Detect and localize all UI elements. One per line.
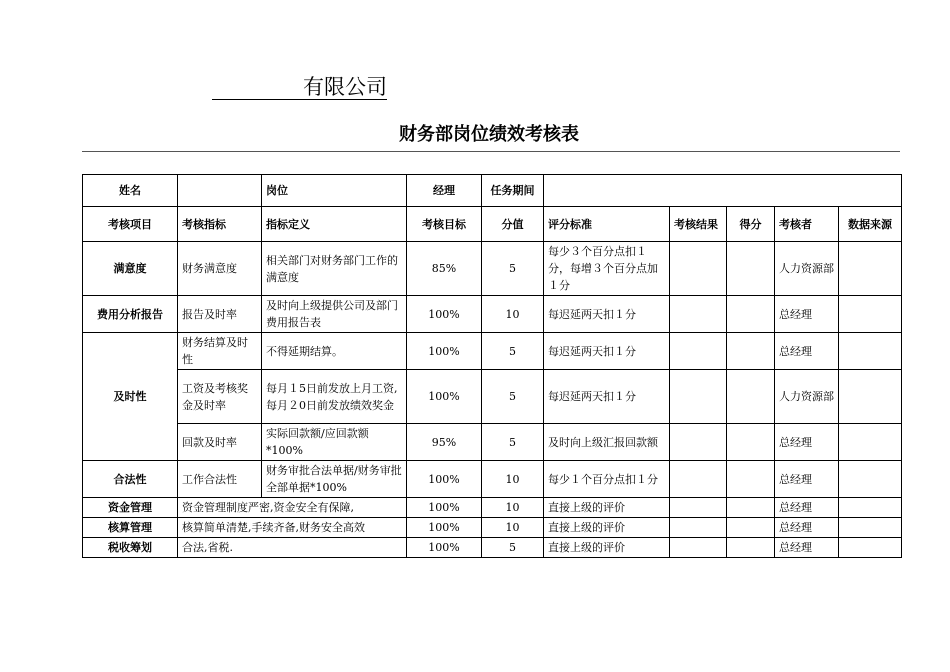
row-result[interactable] [670, 333, 727, 370]
col-header-assessor: 考核者 [775, 207, 839, 242]
row-result[interactable] [670, 518, 727, 538]
row-points[interactable] [727, 461, 775, 498]
row-points[interactable] [727, 370, 775, 424]
row-criteria: 直接上级的评价 [544, 498, 670, 518]
row-indicator: 财务满意度 [178, 242, 262, 296]
col-header-item: 考核项目 [83, 207, 178, 242]
header-row [83, 207, 902, 242]
table-row [83, 296, 902, 333]
row-assessor: 人力资源部 [775, 242, 839, 296]
row-assessor: 总经理 [775, 518, 839, 538]
title-divider [82, 151, 900, 152]
row-definition: 每月１5日前发放上月工资,每月２0日前发放绩效奖金 [262, 370, 407, 424]
table-row [83, 461, 902, 498]
row-assessor: 总经理 [775, 461, 839, 498]
row-target: 100% [407, 518, 482, 538]
col-header-target: 考核目标 [407, 207, 482, 242]
row-assessor: 总经理 [775, 296, 839, 333]
row-indicator: 财务结算及时性 [178, 333, 262, 370]
row-definition: 实际回款额/应回款额*100% [262, 424, 407, 461]
row-item: 满意度 [83, 242, 178, 296]
row-indicator: 核算简单清楚,手续齐备,财务安全高效 [178, 518, 407, 538]
row-assessor: 总经理 [775, 538, 839, 558]
row-criteria: 每迟延两天扣１分 [544, 370, 670, 424]
row-indicator: 回款及时率 [178, 424, 262, 461]
col-header-definition: 指标定义 [262, 207, 407, 242]
table-row [83, 242, 902, 296]
col-header-criteria: 评分标准 [544, 207, 670, 242]
assessment-table [82, 174, 902, 558]
row-indicator: 合法,省税. [178, 538, 407, 558]
row-target: 85% [407, 242, 482, 296]
table-row [83, 333, 902, 370]
row-indicator: 资金管理制度严密,资金安全有保障, [178, 498, 407, 518]
row-score: 10 [482, 296, 544, 333]
col-header-indicator: 考核指标 [178, 207, 262, 242]
row-definition: 不得延期结算。 [262, 333, 407, 370]
period-value[interactable] [544, 175, 902, 207]
row-item: 费用分析报告 [83, 296, 178, 333]
info-row [83, 175, 902, 207]
row-score: 10 [482, 498, 544, 518]
col-header-result: 考核结果 [670, 207, 727, 242]
row-score: 10 [482, 518, 544, 538]
row-assessor: 人力资源部 [775, 370, 839, 424]
row-points[interactable] [727, 296, 775, 333]
row-target: 100% [407, 461, 482, 498]
row-points[interactable] [727, 538, 775, 558]
row-criteria: 每迟延两天扣１分 [544, 333, 670, 370]
row-target: 100% [407, 333, 482, 370]
row-target: 100% [407, 296, 482, 333]
row-source[interactable] [839, 498, 902, 518]
company-name: 有限公司 [212, 72, 387, 100]
row-source[interactable] [839, 424, 902, 461]
row-indicator: 报告及时率 [178, 296, 262, 333]
row-target: 100% [407, 538, 482, 558]
row-indicator: 工资及考核奖金及时率 [178, 370, 262, 424]
row-result[interactable] [670, 370, 727, 424]
row-definition: 及时向上级提供公司及部门费用报告表 [262, 296, 407, 333]
row-source[interactable] [839, 461, 902, 498]
name-label: 姓名 [83, 175, 178, 207]
row-item: 及时性 [83, 333, 178, 461]
table-row [83, 518, 902, 538]
row-points[interactable] [727, 424, 775, 461]
col-header-score: 分值 [482, 207, 544, 242]
row-assessor: 总经理 [775, 498, 839, 518]
row-result[interactable] [670, 498, 727, 518]
row-score: 5 [482, 370, 544, 424]
row-result[interactable] [670, 461, 727, 498]
row-criteria: 每迟延两天扣１分 [544, 296, 670, 333]
row-source[interactable] [839, 296, 902, 333]
row-score: 5 [482, 333, 544, 370]
col-header-points: 得分 [727, 207, 775, 242]
row-criteria: 直接上级的评价 [544, 538, 670, 558]
row-source[interactable] [839, 538, 902, 558]
row-definition: 相关部门对财务部门工作的满意度 [262, 242, 407, 296]
period-label: 任务期间 [482, 175, 544, 207]
name-value[interactable] [178, 175, 262, 207]
row-points[interactable] [727, 518, 775, 538]
row-score: 5 [482, 242, 544, 296]
table-row [83, 424, 902, 461]
row-definition: 财务审批合法单据/财务审批全部单据*100% [262, 461, 407, 498]
row-source[interactable] [839, 518, 902, 538]
post-value: 经理 [407, 175, 482, 207]
row-item: 税收筹划 [83, 538, 178, 558]
post-label: 岗位 [262, 175, 407, 207]
row-criteria: 每少３个百分点扣１分，每增３个百分点加１分 [544, 242, 670, 296]
row-source[interactable] [839, 242, 902, 296]
table-row [83, 370, 902, 424]
col-header-source: 数据来源 [839, 207, 902, 242]
row-result[interactable] [670, 538, 727, 558]
row-score: 5 [482, 538, 544, 558]
row-source[interactable] [839, 370, 902, 424]
row-score: 5 [482, 424, 544, 461]
row-criteria: 直接上级的评价 [544, 518, 670, 538]
row-points[interactable] [727, 498, 775, 518]
row-indicator: 工作合法性 [178, 461, 262, 498]
row-assessor: 总经理 [775, 424, 839, 461]
row-target: 95% [407, 424, 482, 461]
row-points[interactable] [727, 242, 775, 296]
table-row [83, 498, 902, 518]
page-title: 财务部岗位绩效考核表 [399, 124, 579, 145]
row-score: 10 [482, 461, 544, 498]
row-item: 核算管理 [83, 518, 178, 538]
row-result[interactable] [670, 242, 727, 296]
row-result[interactable] [670, 296, 727, 333]
row-target: 100% [407, 370, 482, 424]
row-item: 合法性 [83, 461, 178, 498]
row-item: 资金管理 [83, 498, 178, 518]
table-row [83, 538, 902, 558]
row-criteria: 及时向上级汇报回款额 [544, 424, 670, 461]
row-result[interactable] [670, 424, 727, 461]
row-source[interactable] [839, 333, 902, 370]
row-target: 100% [407, 498, 482, 518]
row-points[interactable] [727, 333, 775, 370]
row-assessor: 总经理 [775, 333, 839, 370]
row-criteria: 每少１个百分点扣１分 [544, 461, 670, 498]
